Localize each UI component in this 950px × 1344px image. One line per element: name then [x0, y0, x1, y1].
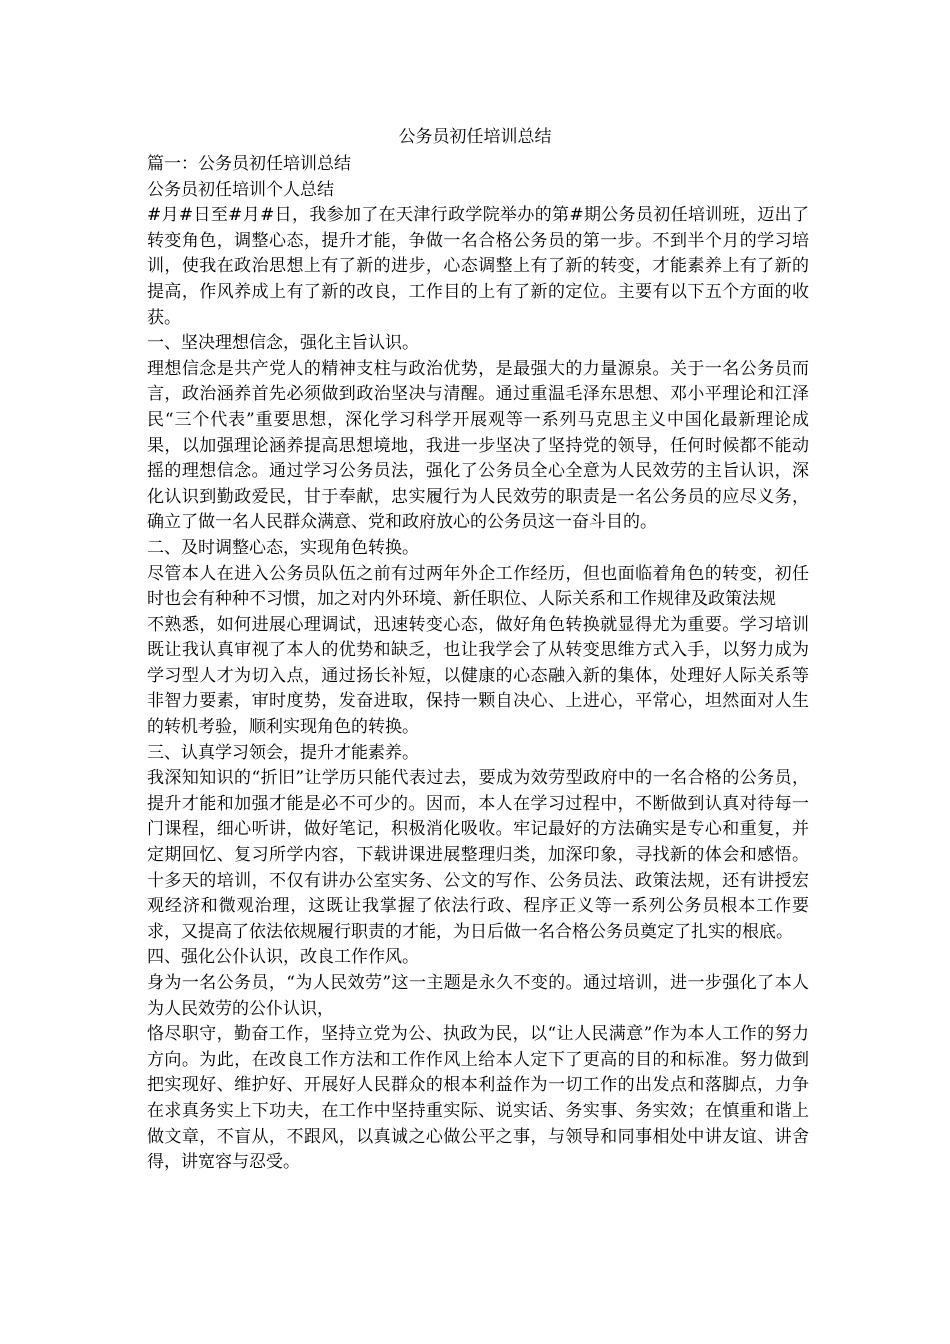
body-paragraph: 恪尽职守，勤奋工作，坚持立党为公、执政为民，以“让人民满意”作为本人工作的努力方向。为此，在改良工作方法和工作作风上给本人定下了更高的目的和标准。努力做到把实现好、维护好、开展好人民群众的根本利益作为一切工作的出发点和落脚点，力争在求真务实上下功夫，在工作中坚持重实际、说实话、务实事、务实效；在慎重和谐上做文章，不盲从，不跟风，以真诚之心做公平之事，与领导和同事相处中讲友谊、讲舍得，讲宽容与忍受。	[147, 1024, 809, 1173]
document-body	[147, 152, 809, 1176]
body-paragraph: 身为一名公务员，“为人民效劳”这一主题是永久不变的。通过培训，进一步强化了本人为人民效劳的公仆认识，	[147, 973, 809, 1019]
body-paragraph: 理想信念是共产党人的精神支柱与政治优势，是最强大的力量源泉。关于一名公务员而言，政治涵养首先必须做到政治坚决与清醒。通过重温毛泽东思想、邓小平理论和江泽民“三个代表”重要思想，深化学习科学开展观等一系列马克思主义中国化最新理论成果，以加强理论涵养提高思想境地，我进一步坚决了坚持党的领导，任何时候都不能动摇的理想信念。通过学习公务员法，强化了公务员全心全意为人民效劳的主旨认识，深化认识到勤政爱民，甘于奉献，忠实履行为人民效劳的职责是一名公务员的应尽义务，确立了做一名人民群众满意、党和政府放心的公务员这一奋斗目的。	[147, 358, 809, 533]
section-heading: 二、及时调整心态，实现角色转换。	[147, 537, 419, 558]
section-heading: 四、强化公仆认识，改良工作作风。	[147, 947, 419, 968]
section-heading: 篇一：公务员初任培训总结	[147, 154, 351, 174]
section-heading: 三、认真学习领会，提升才能素养。	[147, 742, 419, 763]
subtitle-line: 公务员初任培训个人总结	[147, 179, 334, 200]
body-paragraph: #月#日至#月#日，我参加了在天津行政学院举办的第#期公务员初任培训班，迈出了转变角色，调整心态，提升才能，争做一名合格公务员的第一步。不到半个月的学习培训，使我在政治思想上有了新的进步，心态调整上有了新的转变，才能素养上有了新的提高，作风养成上有了新的改良，工作目的上有了新的定位。主要有以下五个方面的收获。	[147, 205, 809, 328]
body-paragraph: 尽管本人在进入公务员队伍之前有过两年外企工作经历，但也面临着角色的转变，初任时也会有种种不习惯，加之对内外环境、新任职位、人际关系和工作规律及政策法规	[147, 563, 809, 610]
document-title: 公务员初任培训总结	[398, 127, 552, 147]
body-paragraph: 我深知知识的“折旧”让学历只能代表过去，要成为效劳型政府中的一名合格的公务员，提升才能和加强才能是必不可少的。因而，本人在学习过程中，不断做到认真对待每一门课程，细心听讲，做好笔记，积极消化吸收。牢记最好的方法确实是专心和重复，并定期回忆、复习所学内容，下载讲课进展整理归类，加深印象，寻找新的体会和感悟。十多天的培训，不仅有讲办公室实务、公文的写作、公务员法、政策法规，还有讲授宏观经济和微观治理，这既让我掌握了依法行政、程序正义等一系列公务员根本工作要求，又提高了依法依规履行职责的才能，为日后做一名合格公务员奠定了扎实的根底。	[147, 768, 809, 942]
section-heading: 一、坚决理想信念，强化主旨认识。	[147, 333, 419, 354]
body-paragraph: 不熟悉，如何进展心理调试，迅速转变心态，做好角色转换就显得尤为重要。学习培训既让我认真审视了本人的优势和缺乏，也让我学会了从转变思维方式入手，以努力成为学习型人才为切入点，通过扬长补短，以健康的心态融入新的集体，处理好人际关系等非智力要素，审时度势，发奋进取，保持一颗自决心、上进心，平常心，坦然面对人生的转机考验，顺利实现角色的转换。	[147, 614, 809, 738]
